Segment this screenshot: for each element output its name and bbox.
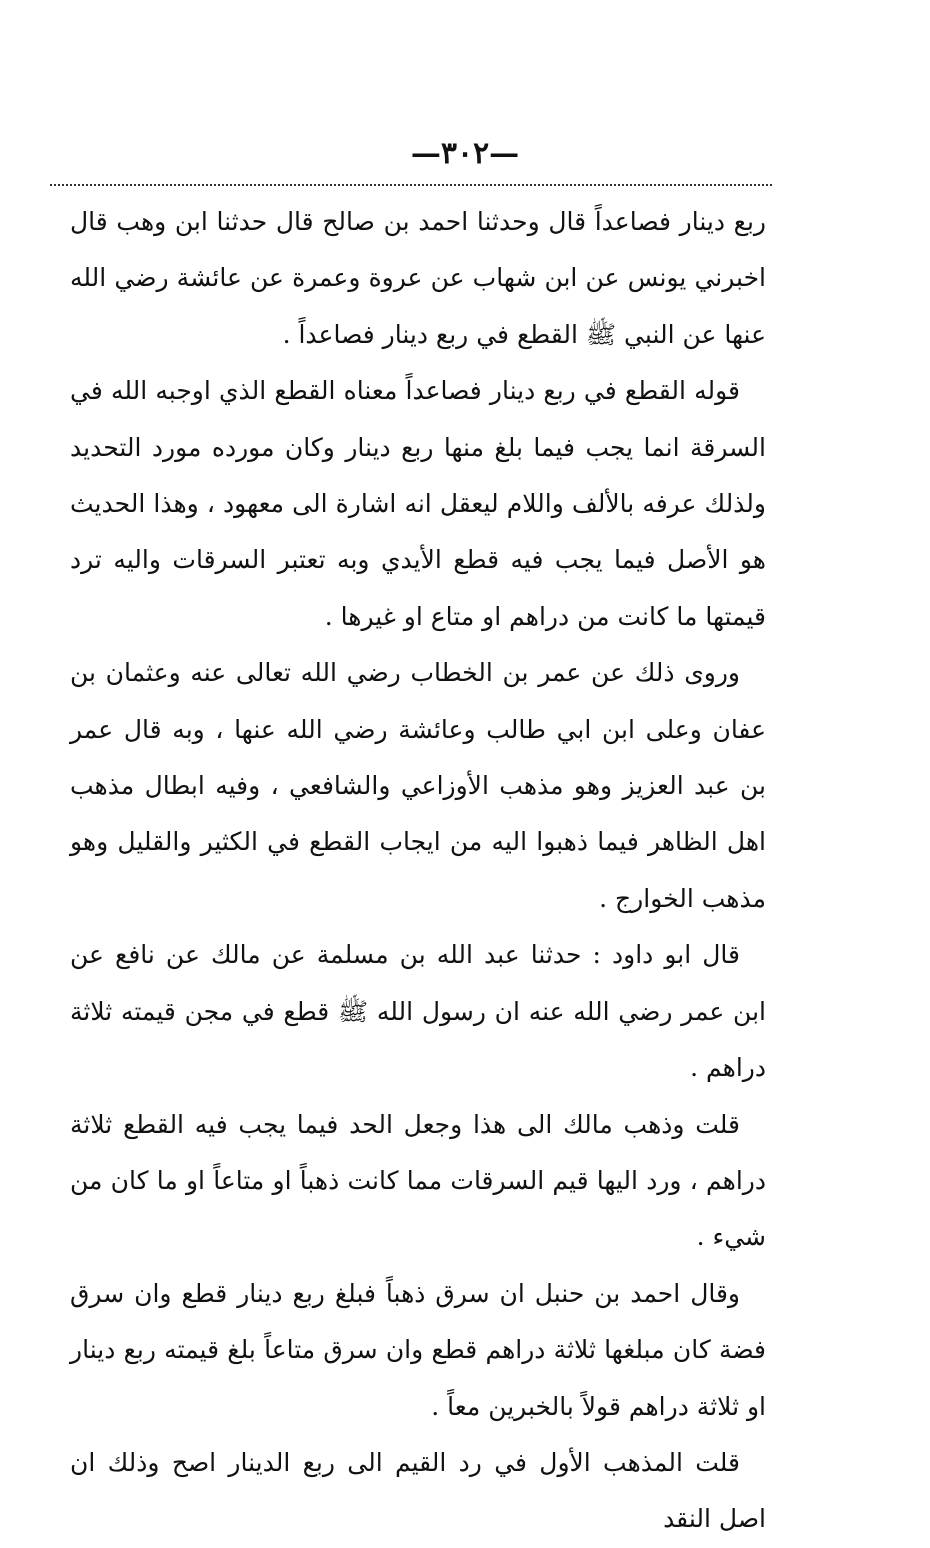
page-number: —٣٠٢— [410,136,520,171]
header-divider [50,184,772,186]
paragraph: ربع دينار فصاعداً قال وحدثنا احمد بن صالح قال حدثنا ابن وهب قال اخبرني يونس عن ابن شهاب عن عروة وعمرة عن عائشة رضي الله عنها عن النبي ﷺ القطع في ربع دينار فصاعداً . [70,207,766,349]
paragraph: قلت وذهب مالك الى هذا وجعل الحد فيما يجب فيه القطع ثلاثة دراهم ، ورد اليها قيم السرقات مما كانت ذهباً او متاعاً او ما كان من شيء . [70,1109,766,1252]
paragraph: قال ابو داود : حدثنا عبد الله بن مسلمة عن مالك عن نافع عن ابن عمر رضي الله عنه ان رسول الله ﷺ قطع في مجن قيمته ثلاثة دراهم . [70,940,766,1083]
body-text [70,194,766,1548]
paragraph: قلت المذهب الأول في رد القيم الى ربع الدينار اصح وذلك ان اصل النقد [70,1447,766,1534]
paragraph: وروى ذلك عن عمر بن الخطاب رضي الله تعالى عنه وعثمان بن عفان وعلى ابن ابي طالب وعائشة رضي الله عنها ، وبه قال عمر بن عبد العزيز وهو مذهب الأوزاعي والشافعي ، وفيه ابطال مذهب اهل الظاهر فيما ذهبوا اليه من ايجاب القطع في الكثير والقليل وهو مذهب الخوارج . [70,658,766,913]
paragraph: قوله القطع في ربع دينار فصاعداً معناه القطع الذي اوجبه الله في السرقة انما يجب فيما بلغ منها ربع دينار وكان مورده مورد التحديد ولذلك عرفه بالألف واللام ليعقل انه اشارة الى معهود ، وهذا الحديث هو الأصل فيما يجب فيه قطع الأيدي وبه تعتبر السرقات واليه ترد قيمتها ما كانت من دراهم او متاع او غيرها . [70,376,766,631]
paragraph: وقال احمد بن حنبل ان سرق ذهباً فبلغ ربع دينار قطع وان سرق فضة كان مبلغها ثلاثة دراهم قطع وان سرق متاعاً بلغ قيمته ربع دينار او ثلاثة دراهم قولاً بالخبرين معاً . [70,1278,766,1421]
